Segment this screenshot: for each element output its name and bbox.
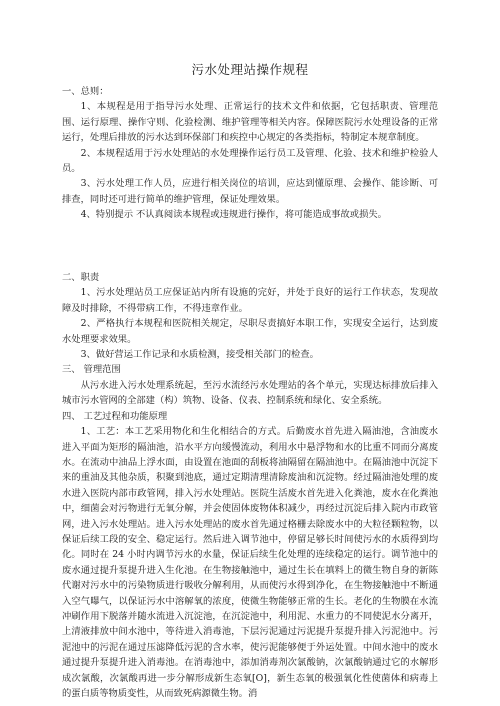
body-paragraph: 3、污水处理工作人员，应进行相关岗位的培训，应达到懂原理、会操作、能诊断、可排查，同时还可进行简单的维护管理，保证处理效果。	[62, 178, 438, 205]
body-paragraph: 1、污水处理站员工应保证站内所有设施的完好，并处于良好的运行工作状态，发现故障及时排除，不得带病工作，不得违章作业。	[62, 287, 438, 314]
section-heading: 二、职责	[62, 272, 100, 284]
body-paragraph: 2、本规程适用于污水处理站的水处理操作运行员工及管理、化验、技术和维护检验人员。	[62, 147, 438, 175]
body-paragraph: 1、工艺：本工艺采用物化和生化相结合的方式。后勤废水首先进入隔油池，含油废水进入平面为矩形的隔油池，沿水平方向缓慢流动，利用水中悬浮物和水的比重不同而分离废水。在流动中油品上浮水面，由设置在池面的刮板将油隔留在隔油池中。在隔油池中沉淀下来的重油及其他杂质，积聚到池底，通过定期清理清除废油和沉淀物。经过隔油池处理的废水进入医院内部市政管网，排入污水处理站。医院生活废水首先进入化粪池，废水在化粪池中，细菌会对污物进行无氧分解，并会使固体废物体积减少，再经过沉淀后排入院内市政管网，进入污水处理站。进入污水处理站的废水首先通过格栅去除废水中的大粒径颗粒物，以保证后续工段的安全、稳定运行。然后进入调节池中，停留足够长时间使污水的水质得到均化。同时在 24 小时内调节污水的水量，保证后续生化处理的连续稳定的运行。调节池中的废水通过提升泵提升进入生化池。在生物接触池中，通过生长在填料上的微生物自身的新陈代谢对污水中的污染物质进行吸收分解利用，从而使污水得到净化，在生物接触池中不断通入空气曝气，以保证污水中溶解氧的浓度，使微生物能够正常的生长。老化的生物膜在水流冲刷作用下脱落并随水流进入沉淀池，在沉淀池中，利用泥、水重力的不同使泥水分离开，上清液排放中间水池中，等待进入消毒池，下层污泥通过污泥提升泵提升排入污泥池中。污泥池中的污泥在通过压滤降低污泥的含水率，使污泥能够便于外运处置。中间水池中的废水通过提升泵提升进入消毒池。在消毒池中，添加消毒剂次氯酸钠，次氯酸钠通过它的水解形成次氯酸，次氯酸再进一步分解形成新生态氧[O]，新生态氧的极强氧化性使菌体和病毒上的蛋白质等物质变性，从而致死病源微生物。消	[62, 426, 438, 700]
section-heading: 三、 管理范围	[62, 364, 121, 376]
body-paragraph: 4、特别提示 不认真阅读本规程或违规进行操作，将可能造成事故或损失。	[80, 209, 387, 221]
section-heading: 四、 工艺过程和功能原理	[62, 410, 168, 422]
paragraph-spacer	[62, 239, 438, 254]
body-paragraph: 1、本规程是用于指导污水处理、正常运行的技术文件和依据，它包括职责、管理范围、运行原理、操作守则、化验检测、维护管理等相关内容。保障医院污水处理设备的正常运行，处理后排放的污水达到环保部门和疾控中心规定的各类指标，特制定本规章制度。	[62, 101, 438, 144]
section-heading: 一、总则：	[62, 86, 109, 97]
document-body	[62, 84, 438, 701]
page-title: 污水处理站操作规程	[191, 62, 309, 77]
body-paragraph: 3、做好营运工作记录和水质检测，接受相关部门的检查。	[80, 349, 319, 361]
body-paragraph: 2、严格执行本规程和医院相关规定，尽职尽责搞好本职工作，实现安全运行，达到废水处理要求效果。	[62, 318, 438, 345]
body-paragraph: 从污水进入污水处理系统起，至污水流经污水处理站的各个单元，实现达标排放后排入城市污水管网的全部建（构）筑物、设备、仪表、控制系统和绿化、安全系统。	[62, 379, 438, 407]
